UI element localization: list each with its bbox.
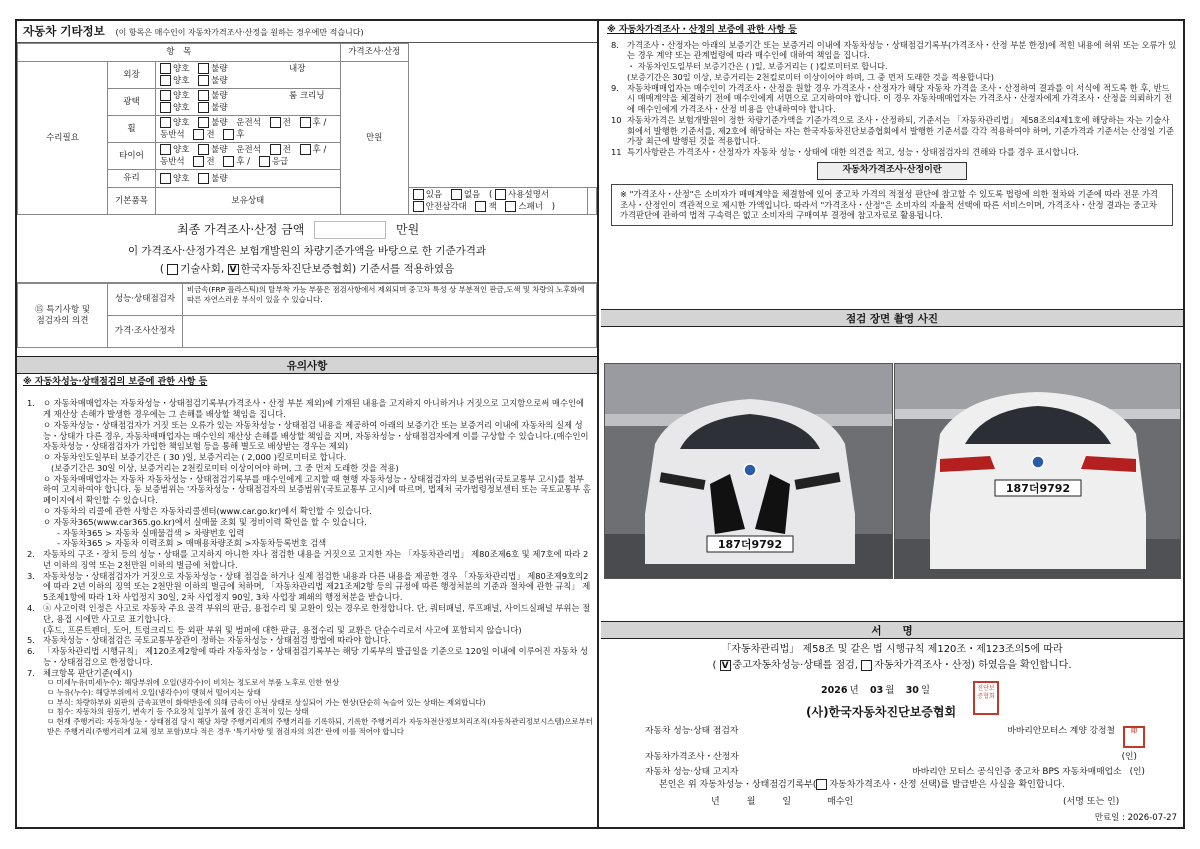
checkbox[interactable] bbox=[167, 264, 178, 275]
inspector-seal: 印 bbox=[1123, 726, 1145, 748]
notice-header: 유의사항 bbox=[17, 356, 597, 374]
car-front-image bbox=[605, 364, 893, 579]
checkbox[interactable] bbox=[160, 173, 171, 184]
criteria-item: ㅁ 부식: 차량하부와 외판의 금속표면이 화학반응에 의해 금속이 아닌 상태로 상실되어 가는 현상(단순히 녹슬어 있는 상태는 제외합니다) bbox=[47, 697, 486, 707]
clause-11: 11 특기사항란은 가격조사・산정자가 자동차 성능・상태에 대한 의견을 적고, 성능・상태점검자의 견해와 다를 경우 표시합니다. bbox=[611, 147, 1079, 158]
tire-options: 양호 불량 운전석 전 후 / 동반석 전 후 / 응급 bbox=[156, 143, 341, 170]
final-price-input[interactable] bbox=[314, 221, 386, 239]
definition-box: ※ "가격조사・산정"은 소비자가 매매계약을 체결함에 있어 중고차 가격의 적절성 판단에 참고할 수 있도록 법령에 의한 절차와 기준에 따라 전문 가격조사・산정인이 객관적으로 제시한 가액입니다. 따라서 "가격조사・산정"은 소비자의 자율적 선택에 따른 서비스이며, 가격조사・산정 결과는 중고차 가격판단에 관하여 법적 구속력은 없고 소비자의 구매여부 결정에 참고자료로 활용됩니다. bbox=[611, 184, 1173, 226]
plate-rear: 187더9792 bbox=[1005, 482, 1071, 495]
checkbox[interactable] bbox=[160, 144, 171, 155]
row-room-clean: 룸 크리닝 bbox=[288, 91, 325, 102]
checkbox[interactable] bbox=[505, 201, 516, 212]
car-rear-image bbox=[895, 364, 1181, 579]
checkbox[interactable] bbox=[160, 90, 171, 101]
buyer-sign: (서명 또는 인) bbox=[1063, 797, 1120, 807]
checkbox[interactable] bbox=[198, 90, 209, 101]
checkbox[interactable] bbox=[198, 173, 209, 184]
inspector-row: 자동차 성능·상태 점검자 바바리안모터스 계양 강정철 印 bbox=[645, 724, 1145, 750]
holding-label: 보유상태 bbox=[156, 188, 341, 215]
final-price-row: 최종 가격조사·산정 금액 만원 bbox=[177, 221, 419, 239]
basis-line: 이 가격조사·산정가격은 보험개발원의 차량기준가액을 바탕으로 한 기준가격과 bbox=[127, 245, 487, 258]
row-wheel: 휠 bbox=[108, 116, 156, 143]
org-name: (사)한국자동차진단보증협회 bbox=[806, 705, 957, 719]
notice-5: 5. 자동차성능・상태점검은 국토교통부장관이 정하는 자동차성능・상태점검 방법에 따라야 합니다. bbox=[27, 635, 391, 646]
etc-info-title bbox=[17, 21, 597, 43]
notice-4: 4. ⓐ 사고이력 인정은 사고로 자동차 주요 골격 부위의 판금, 용접수리 및 교환이 있는 경우로 한정합니다. 단, 쿼터패널, 루프패널, 사이드실패널 부위는 절단, 용접 시에만 사고로 표기합니다. (후드, 프론트펜더, 도어, 트렁크리드 등 외판 부위 및 범퍼에 대한 판금, 용접수리 및 교환은 단순수리로서 사고에 포함되지 않습니다) bbox=[27, 603, 591, 635]
manwon-label: 만원 bbox=[340, 62, 408, 215]
org-seal: 진단보증협회 bbox=[973, 681, 999, 715]
clause-9: 9. 자동차매매업자는 매수인이 가격조사・산정을 원할 경우 가격조사・산정자가 해당 자동차 가격을 조사・산정하여 결과를 이 서식에 적도록 한 후, 반드시 매매계약을 체결하기 전에 매수인에게 서면으로 고지하여야 합니다. 이 경우 자동차매매업자는 가격조사・산정자에게 가격조사・산정을 의뢰하기 전에 매수인에게 가격조사・산정 비용을 안내하여야 합니다. bbox=[611, 82, 1173, 115]
perf-label: 성능·상태점검자 bbox=[108, 284, 183, 316]
checkbox[interactable] bbox=[451, 189, 462, 200]
checkbox[interactable] bbox=[259, 156, 270, 167]
checkbox[interactable] bbox=[193, 129, 204, 140]
signers bbox=[645, 724, 1145, 781]
car-rear-photo bbox=[894, 363, 1181, 579]
row-interior: 내장 bbox=[288, 64, 306, 74]
clause-8b: (보증기간은 30일 이상, 보증거리는 2천킬로미터 이상이어야 하며, 그 중 먼저 도래한 것을 적용합니다) bbox=[627, 71, 994, 82]
criteria-item: ㅁ 미세누유(미세누수): 해당부위에 오일(냉각수)이 비치는 정도로서 부품 노후로 인한 현상 bbox=[47, 678, 340, 688]
special-table bbox=[17, 283, 597, 348]
checkbox[interactable] bbox=[413, 201, 424, 212]
checkbox[interactable] bbox=[270, 117, 281, 128]
sign-line1: 「자동차관리법」 제58조 및 같은 법 시행규칙 제120조・제123조의5에 따라 bbox=[721, 644, 1063, 655]
checkbox[interactable] bbox=[223, 156, 234, 167]
buyer-date: 년 월 일 매수인 bbox=[711, 797, 854, 807]
exterior-options: 양호 불량 내장 양호 불량 bbox=[156, 62, 341, 89]
checkbox[interactable] bbox=[861, 660, 872, 671]
car-front-photo bbox=[604, 363, 893, 579]
checkbox[interactable] bbox=[160, 117, 171, 128]
notice-6: 6. 「자동차관리법 시행규칙」 제120조제2항에 따라 자동차성능・상태점검기록부는 해당 기록부의 발급일을 기준으로 120일 이내에 이루어진 자동차 성능・상태점검으로 한정합니다. bbox=[27, 646, 588, 667]
section-note: (이 항목은 매수인이 자동차가격조사·산정을 원하는 경우에만 적습니다) bbox=[115, 28, 364, 37]
buyer-line: 본인은 위 자동차성능・상태점검기록부( 자동차가격조사・산정 선택)를 발급받은 사실을 확인합니다. bbox=[659, 780, 1065, 790]
criteria-item: ㅁ 침수: 자동차의 원동기, 변속기 등 주요장치 일부가 물에 잠긴 흔적이 있는 상태 bbox=[47, 707, 309, 717]
gloss-options: 양호 불량 룸 크리닝 양호 불량 bbox=[156, 89, 341, 116]
basic-label: 기본품목 bbox=[108, 188, 156, 215]
checkbox[interactable] bbox=[193, 156, 204, 167]
left-column bbox=[17, 21, 599, 827]
row-exterior: 외장 bbox=[108, 62, 156, 89]
final-price-label: 최종 가격조사·산정 금액 bbox=[177, 222, 305, 237]
notice-3: 3. 자동차성능・상태점검자가 거짓으로 자동차성능・상태 점검을 하거나 실제 점검한 내용과 다른 내용을 제공한 경우 「자동차관리법」 제80조제9호의2에 따라 2년 이하의 징역 또는 2천만원 이하의 벌금에 처하며, 「자동차관리법 제21조제2항 등의 규정에 따른 행정처분의 기준과 절차에 관한 규칙」 제5조제1항에 따라 1차 사업정지 30일, 2차 사업정지 90일, 3차 사업장 폐쇄의 행정처분을 받습니다. bbox=[27, 570, 591, 603]
sign-date: 2026 년 03 월 30 일 bbox=[821, 685, 931, 696]
checkbox[interactable] bbox=[198, 144, 209, 155]
price-inspector-row: 자동차가격조사・산정자 (인) bbox=[645, 752, 1137, 762]
checkbox[interactable] bbox=[198, 102, 209, 113]
inspection-form bbox=[15, 19, 1185, 829]
sign-line2: ( V 중고자동차성능·상태를 점검, 자동차가격조사・산정) 하였음을 확인합니다. bbox=[712, 660, 1072, 671]
row-gloss: 광택 bbox=[108, 89, 156, 116]
clause-8: 8. 가격조사・산정자는 아래의 보증기간 또는 보증거리 이내에 자동차성능・상태점검기록부(가격조사・산정 부분 한정)에 적힌 내용에 허위 또는 오류가 있는 경우 계약 또는 관계법령에 따라 매수인에 대하여 책임을 집니다. bbox=[611, 39, 1177, 61]
right-column bbox=[601, 21, 1183, 827]
checkbox[interactable] bbox=[198, 75, 209, 86]
criteria-item: ㅁ 현재 주행거리: 자동차성능・상태점검 당시 해당 차량 주행거리계의 주행거리를 기록하되, 기록한 주행거리가 자동차전산정보처리조직(자동차관리정보시스템)으로부터 받은 주행거리(주행거리계 교체 정보 포함)보다 적은 경우 '특기사항 및 점검자의 의견' 란에 이를 적어야 합니다 bbox=[47, 716, 593, 736]
plate-front: 187더9792 bbox=[717, 538, 783, 551]
checkbox[interactable] bbox=[198, 63, 209, 74]
basic-options: 있음 없음 ( 사용설명서 안전삼각대 잭 스패너 ) bbox=[408, 188, 587, 215]
checkbox[interactable] bbox=[300, 117, 311, 128]
final-price-section bbox=[17, 215, 597, 283]
price-warranty-title: ※ 자동차가격조사・산정의 보증에 관한 사항 등 bbox=[607, 25, 797, 35]
col-item: 항 목 bbox=[18, 44, 341, 62]
checkbox[interactable] bbox=[160, 63, 171, 74]
wheel-options: 양호 불량 운전석 전 후 / 동반석 전 후 bbox=[156, 116, 341, 143]
notice-1: 1. ㅇ 자동차매매업자는 자동차성능・상태점검기록부(가격조사・산정 부분 제외)에 기재된 내용을 고지하지 아니하거나 거짓으로 고지함으로써 매수인에게 재산상 손해가 발생한 경우에는 그 손해를 배상할 책임을 집니다. ㅇ 자동차성능・상태점검자가 거짓 또는 오류가 있는 자동차성능・상태점검 내용을 제공하여 아래의 보증기간 또는 보증거리 이내에 자동차의 실제 성능・상태가 다른 경우, 자동차매매업자는 매수인의 재산상 손해를 배상할 책임을 지며, 자동차성능・상태점검자에게 이를 구상할 수 있습니다.(매수인이 자동차성능・상태점검자가 가입한 책임보험 등을 통해 별도로 배상받는 경우는 제외) ㅇ 자동차인도일부터 보증기간은 ( 30 )일, 보증거리는 ( 2,000 )킬로미터로 합니다. (보증기간은 30일 이상, 보증거리는 2천킬로미터 이상이어야 하며, 그 중 먼저 도래한 것을 적용) ㅇ 자동차매매업자는 자동차 자동차성능・상태점검기록부를 매수인에게 고지할 때 현행 자동차성능・상태점검자의 보증범위(국토교통부 고시)를 첨부하여 고지하여야 합니다. 동 보증범위는 '자동차성능・상태점검자의 보증범위'(국토교통부 고시)에 따르며, 법제처 국가법령정보센터 또는 국토교통부 홈페이지에서 확인할 수 있습니다. ㅇ 자동차의 리콜에 관한 사항은 자동차리콜센터(www.car.go.kr)에서 확인할 수 있습니다. ㅇ 자동차365(www.car365.go.kr)에서 실매물 조회 및 정비이력 확인을 할 수 있습니다. - 자동차365 > 자동차 실매물검색 > 차량번호 입력 - 자동차365 > 자동차 이력조회 > 매매용차량조회 >자동차등록번호 검색 bbox=[27, 398, 591, 549]
checkbox-checked[interactable]: V bbox=[228, 264, 239, 275]
etc-info-table bbox=[17, 43, 597, 215]
checkbox[interactable] bbox=[816, 779, 827, 790]
checkbox[interactable] bbox=[495, 189, 506, 200]
glass-options: 양호 불량 bbox=[156, 170, 341, 188]
criteria-item: ㅁ 누유(누수): 해당부위에서 오일(냉각수)이 맺혀서 떨어지는 상태 bbox=[47, 688, 261, 698]
perf-text: 비금속(FRP 플라스틱)의 탈부착 가능 부품은 점검사항에서 제외되며 중고차 특성 상 부분적인 판금,도색 및 차량의 노후화에 따른 자연스러운 부식이 있을 수 있습니다. bbox=[183, 284, 597, 316]
price-label: 가격·조사산정자 bbox=[108, 316, 183, 348]
row-tire: 타이어 bbox=[108, 143, 156, 170]
definition-title: 자동차가격조사·산정이란 bbox=[817, 162, 967, 180]
checkbox[interactable] bbox=[270, 144, 281, 155]
clause-10: 10 자동차가격은 보험개발원이 정한 차량기준가액을 기준가격으로 조사・산정하되, 기준서는 「자동차관리법」 제58조의4제1호에 해당하는 자는 기술사회에서 발행한 기준서를, 제2호에 해당하는 자는 한국자동차진단보증협회에서 발행한 기준서를 각각 적용하여야 하며, 기준가격과 기준서는 산정일 기준 가장 최근에 발행된 것을 적용합니다. bbox=[611, 114, 1175, 147]
notice-2: 2. 자동차의 구조・장치 등의 성능・상태를 고지하지 아니한 자나 점검한 내용을 거짓으로 고지한 자는 「자동차관리법」 제80조제6호 및 제7호에 따라 2년 이하의 징역 또는 2천만원 이하의 벌금에 처합니다. bbox=[27, 549, 589, 570]
checkbox[interactable] bbox=[413, 189, 424, 200]
special-label: ⑮ 특기사항 및 점검자의 의견 bbox=[18, 284, 108, 348]
section-title: 자동차 기타정보 bbox=[23, 24, 105, 38]
clause-8a: ・ 자동차인도일부터 보증기간은 ( )일, 보증거리는 ( )킬로미터로 합니다. bbox=[627, 61, 888, 72]
checkbox[interactable] bbox=[300, 144, 311, 155]
basis-options: ( 기술사회, V 한국자동차진단보증협회) 기준서를 적용하였음 bbox=[159, 263, 455, 276]
photo-header: 점검 장면 촬영 사진 bbox=[601, 309, 1183, 327]
checkbox[interactable] bbox=[223, 129, 234, 140]
checkbox[interactable] bbox=[160, 102, 171, 113]
notice-title: ※ 자동차성능·상태점검의 보증에 관한 사항 등 bbox=[23, 377, 208, 388]
checkbox[interactable] bbox=[475, 201, 486, 212]
repair-label: 수리필요 bbox=[18, 62, 108, 215]
signature-header: 서 명 bbox=[601, 621, 1183, 639]
checkbox[interactable] bbox=[160, 75, 171, 86]
checkbox-checked[interactable]: V bbox=[720, 660, 731, 671]
expiry-date: 만료일 : 2026-07-27 bbox=[1094, 813, 1177, 823]
checkbox[interactable] bbox=[198, 117, 209, 128]
notifier-row: 자동차 성능·상태 고지자 바바리안 모터스 공식인증 중고차 BPS 자동차매매업소 (인) bbox=[645, 767, 1145, 778]
notice-7: 7. 체크항목 판단기준(예시) bbox=[27, 667, 133, 678]
col-price: 가격조사·산정 bbox=[340, 44, 408, 62]
row-glass: 유리 bbox=[108, 170, 156, 188]
